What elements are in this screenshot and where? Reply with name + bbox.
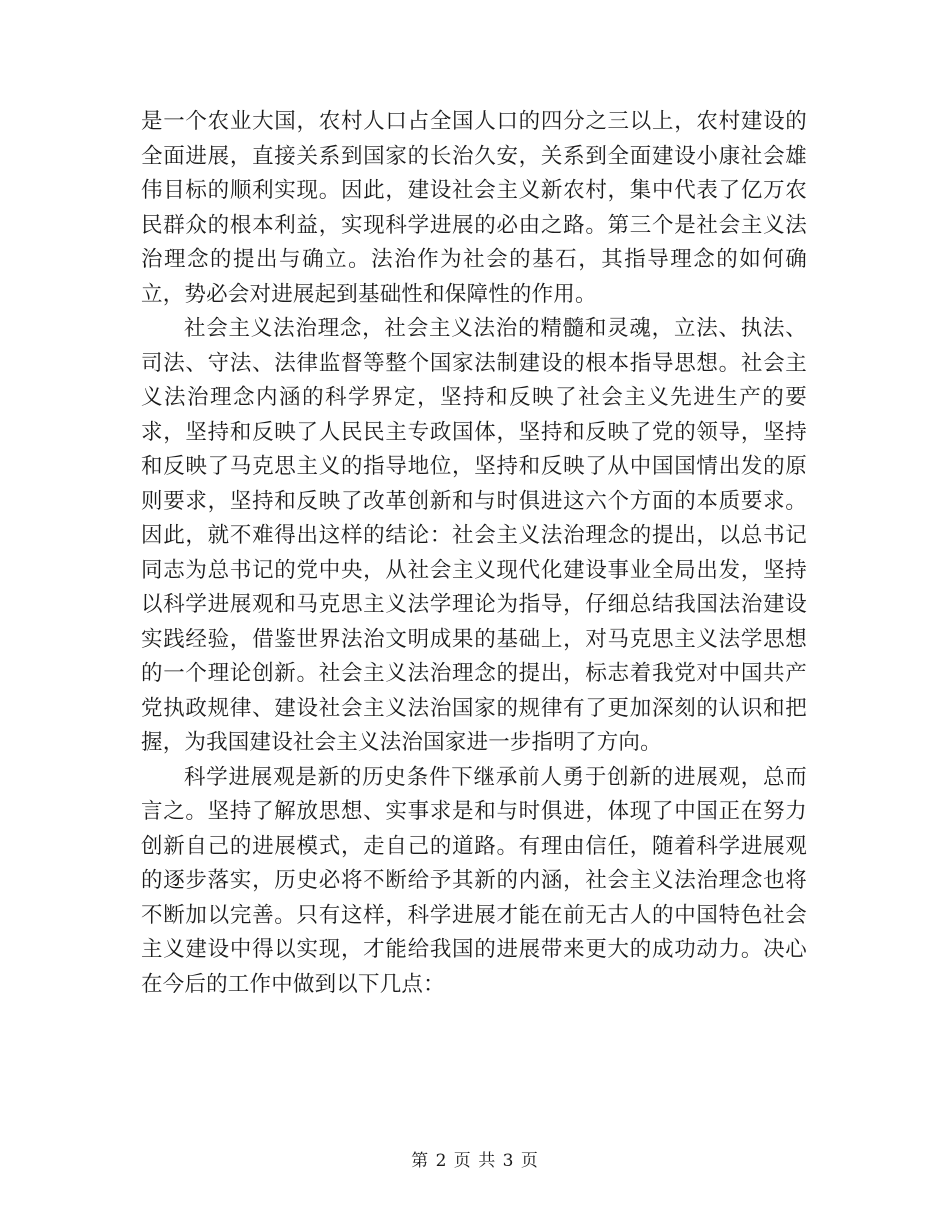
paragraph-scientific-development: 科学进展观是新的历史条件下继承前人勇于创新的进展观，总而言之。坚持了解放思想、实事求是和与时俱进，体现了中国正在努力创新自己的进展模式，走自己的道路。有理由信任，随着科学进展观的逐步落实，历史必将不断给予其新的内涵，社会主义法治理念也将不断加以完善。只有这样，科学进展才能在前无古人的中国特色社会主义建设中得以实现，才能给我国的进展带来更大的成功动力。决心在今后的工作中做到以下几点：	[141, 764, 807, 997]
paragraph-rule-of-law-concept: 社会主义法治理念，社会主义法治的精髓和灵魂，立法、执法、司法、守法、法律监督等整个国家法制建设的根本指导思想。社会主义法治理念内涵的科学界定，坚持和反映了社会主义先进生产的要求，坚持和反映了人民民主专政国体，坚持和反映了党的领导，坚持和反映了马克思主义的指导地位，坚持和反映了从中国国情出发的原则要求，坚持和反映了改革创新和与时俱进这六个方面的本质要求。因此，就不难得出这样的结论：社会主义法治理念的提出，以总书记同志为总书记的党中央，从社会主义现代化建设事业全局出发，坚持以科学进展观和马克思主义法学理论为指导，仔细总结我国法治建设实践经验，借鉴世界法治文明成果的基础上，对马克思主义法学思想的一个理论创新。社会主义法治理念的提出，标志着我党对中国共产党执政规律、建设社会主义法治国家的规律有了更加深刻的认识和把握，为我国建设社会主义法治国家进一步指明了方向。	[141, 316, 807, 755]
document-body	[141, 105, 807, 1002]
paragraph-continuation: 是一个农业大国，农村人口占全国人口的四分之三以上，农村建设的全面进展，直接关系到国家的长治久安，关系到全面建设小康社会雄伟目标的顺利实现。因此，建设社会主义新农村，集中代表了亿万农民群众的根本利益，实现科学进展的必由之路。第三个是社会主义法治理念的提出与确立。法治作为社会的基石，其指导理念的如何确立，势必会对进展起到基础性和保障性的作用。	[141, 109, 807, 307]
page-number-footer: 第 2 页 共 3 页	[411, 1151, 539, 1171]
